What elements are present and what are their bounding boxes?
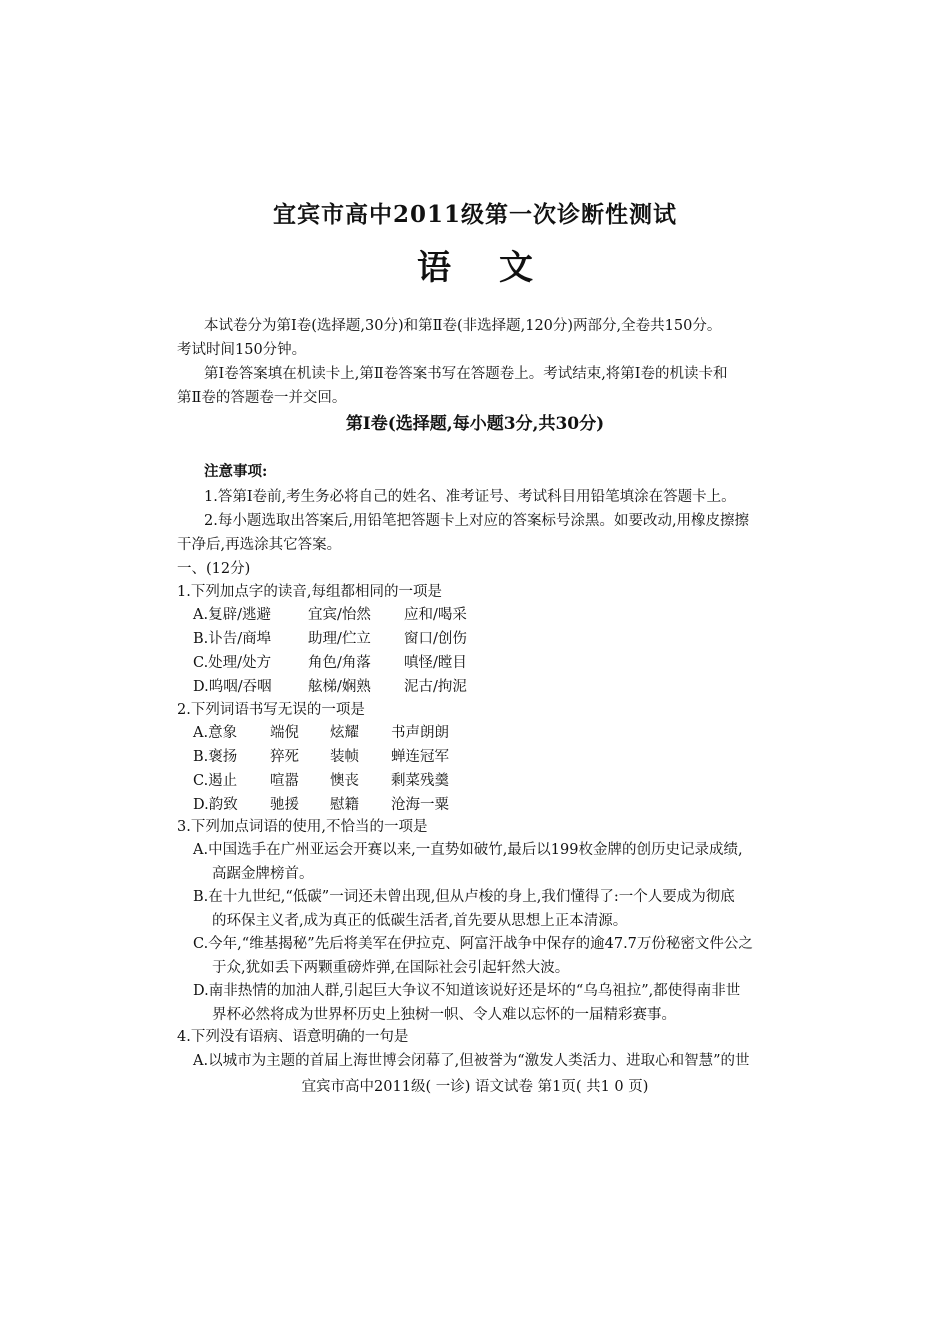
question-3-stem: 3.下列加点词语的使用,不恰当的一项是 [177,819,428,835]
q2-option-a-col3: 炫耀 [330,725,359,741]
question-2-stem: 2.下列词语书写无误的一项是 [177,702,365,718]
q3-option-d-line-1: D.南非热情的加油人群,引起巨大争议不知道该说好还是坏的“乌乌祖拉”,都使得南非世 [193,983,741,999]
q2-option-c-col4: 剩菜残羹 [391,773,449,789]
q2-option-c-col2: 喧嚣 [270,773,299,789]
q3-option-a-line-1: A.中国选手在广州亚运会开赛以来,一直势如破竹,最后以199枚金牌的创历史记录成绩, [193,842,743,858]
exam-title: 宜宾市高中2011级第一次诊断性测试 [272,201,677,228]
q1-option-a-col1: A.复辟/逃避 [193,607,271,623]
q2-option-d-col4: 沧海一粟 [391,797,449,813]
q4-option-a-line-1: A.以城市为主题的首届上海世博会闭幕了,但被誉为“激发人类活力、进取心和智慧”的世 [193,1053,750,1069]
q2-option-b-col3: 装帧 [330,749,359,765]
q1-option-a-col3: 应和/喝采 [404,607,467,623]
question-4-stem: 4.下列没有语病、语意明确的一句是 [177,1029,409,1045]
subject-title: 语文 [417,248,581,288]
intro-line-1: 本试卷分为第Ⅰ卷(选择题,30分)和第Ⅱ卷(非选择题,120分)两部分,全卷共150分。 [204,318,722,334]
q1-option-b-col2: 助理/伫立 [308,631,371,647]
q2-option-b-col4: 蝉连冠军 [391,749,449,765]
intro-line-2: 考试时间150分钟。 [177,342,307,358]
notes-item-2-line-1: 2.每小题选取出答案后,用铅笔把答题卡上对应的答案标号涂黑。如要改动,用橡皮擦擦 [204,513,750,529]
q3-option-b-line-1: B.在十九世纪,“低碳”一词还未曾出现,但从卢梭的身上,我们懂得了:一个人要成为彻底 [193,889,735,905]
notes-item-1: 1.答第Ⅰ卷前,考生务必将自己的姓名、准考证号、考试科目用铅笔填涂在答题卡上。 [204,489,736,505]
section-one-heading: 一、(12分) [177,561,251,577]
notes-heading: 注意事项: [204,463,268,480]
q1-option-c-col1: C.处理/处方 [193,655,272,671]
q3-option-a-line-2: 高踞金牌榜首。 [212,866,314,882]
q2-option-c-col3: 懊丧 [330,773,359,789]
intro-line-4: 第Ⅱ卷的答题卷一并交回。 [177,390,347,406]
q3-option-d-line-2: 界杯必然将成为世界杯历史上独树一帜、令人难以忘怀的一届精彩赛事。 [212,1007,676,1023]
question-1-stem: 1.下列加点字的读音,每组都相同的一项是 [177,584,442,600]
q2-option-d-col3: 慰籍 [330,797,359,813]
q2-option-b-col2: 猝死 [270,749,299,765]
notes-item-2-line-2: 干净后,再选涂其它答案。 [177,537,342,553]
q1-option-d-col1: D.呜咽/吞咽 [193,679,272,695]
q1-option-c-col3: 嗔怪/瞠目 [404,655,467,671]
q3-option-c-line-1: C.今年,“维基揭秘”先后将美军在伊拉克、阿富汗战争中保存的逾47.7万份秘密文件公之 [193,936,753,952]
q2-option-c-col1: C.遏止 [193,773,238,789]
q2-option-a-col2: 端倪 [270,725,299,741]
q1-option-d-col2: 舷梯/娴熟 [308,679,371,695]
intro-line-3: 第Ⅰ卷答案填在机读卡上,第Ⅱ卷答案书写在答题卷上。考试结束,将第Ⅰ卷的机读卡和 [204,366,728,382]
q2-option-b-col1: B.褒扬 [193,749,238,765]
q1-option-d-col3: 泥古/拘泥 [404,679,467,695]
q2-option-a-col4: 书声朗朗 [391,725,449,741]
q1-option-a-col2: 宜宾/怡然 [308,607,371,623]
q3-option-b-line-2: 的环保主义者,成为真正的低碳生活者,首先要从思想上正本清源。 [212,913,628,929]
q2-option-d-col2: 驰援 [270,797,299,813]
q2-option-a-col1: A.意象 [193,725,238,741]
q1-option-b-col1: B.讣告/商埠 [193,631,272,647]
q1-option-b-col3: 窗口/创伤 [404,631,467,647]
page-footer: 宜宾市高中2011级( 一诊) 语文试卷 第1页( 共1 0 页) [301,1079,649,1095]
part-one-heading: 第Ⅰ卷(选择题,每小题3分,共30分) [345,414,605,434]
q2-option-d-col1: D.韵致 [193,797,238,813]
q3-option-c-line-2: 于众,犹如丢下两颗重磅炸弹,在国际社会引起轩然大波。 [212,960,570,976]
q1-option-c-col2: 角色/角落 [308,655,371,671]
